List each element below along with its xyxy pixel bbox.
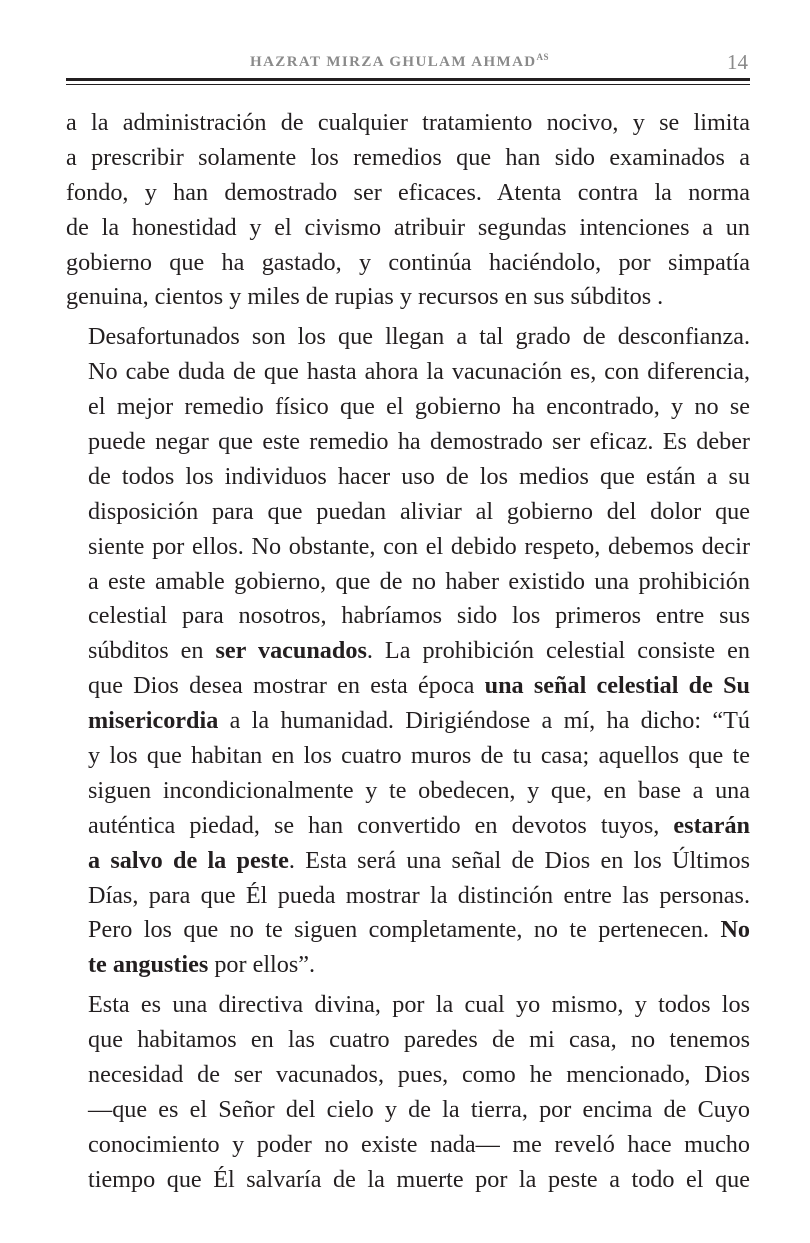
text-line: genuina, cientos y miles de rupias y recursos en sus súbditos . xyxy=(66,283,664,311)
text-line: de la honestidad y el civismo atribuir segundas intenciones a un xyxy=(66,213,750,241)
bold-phrase: ser vacunados xyxy=(215,637,367,665)
bold-phrase: misericordia xyxy=(88,707,219,735)
text-line: fondo, y han demostrado ser eficaces. Atenta contra la norma xyxy=(66,178,750,206)
text-line: el mejor remedio físico que el gobierno ha encontrado, y no se xyxy=(88,393,750,421)
text-line: a prescribir solamente los remedios que han sido examinados a xyxy=(66,143,750,171)
text-line: Desafortunados son los que llegan a tal grado de desconfianza. xyxy=(88,323,750,351)
text-line: te angusties por ellos”. xyxy=(88,951,316,979)
paragraph-3 xyxy=(66,988,750,1197)
text-line: necesidad de ser vacunados, pues, como he mencionado, Dios xyxy=(88,1061,750,1089)
running-title: HAZRAT MIRZA GHULAM $AHMAD^{AS}$ xyxy=(250,52,550,70)
text-line: a este amable gobierno, que de no haber existido una prohibición xyxy=(88,567,750,595)
text-line: puede negar que este remedio ha demostrado ser eficaz. Es deber xyxy=(88,428,750,456)
text-line: Esta es una directiva divina, por la cual yo mismo, y todos los xyxy=(88,991,750,1019)
body-text xyxy=(66,106,750,1198)
bold-phrase: estarán xyxy=(673,811,750,839)
text-line: que Dios desea mostrar en esta época una señal celestial de Su xyxy=(88,672,751,700)
text-line: Pero los que no te siguen completamente, no te pertenecen. No xyxy=(88,916,750,944)
bold-phrase: te angusties xyxy=(88,951,209,979)
running-header xyxy=(66,0,750,90)
text-line: a la administración de cualquier tratamiento nocivo, y se limita xyxy=(66,109,750,136)
paragraph-1 xyxy=(66,106,750,315)
bold-phrase: una señal celestial de Su xyxy=(484,672,751,700)
text-line: y los que habitan en los cuatro muros de tu casa; aquellos que te xyxy=(88,742,750,770)
text-line: a salvo de la peste. Esta será una señal de Dios en los Últimos xyxy=(88,846,750,874)
text-line: conocimiento y poder no existe nada— me reveló hace mucho xyxy=(88,1130,750,1158)
bold-phrase: a salvo de la peste xyxy=(88,846,289,874)
text-line: auténtica piedad, se han convertido en devotos tuyos, estarán xyxy=(88,811,750,839)
text-line: disposición para que puedan aliviar al gobierno del dolor que xyxy=(88,497,750,525)
text-line: Días, para que Él pueda mostrar la distinción entre las personas. xyxy=(88,881,750,909)
header-rule-thick xyxy=(66,78,750,81)
page-number: 14 xyxy=(727,50,748,74)
text-line: siente por ellos. No obstante, con el debido respeto, debemos decir xyxy=(88,532,750,560)
text-line: de todos los individuos hacer uso de los medios que están a su xyxy=(88,462,750,490)
text-line: celestial para nosotros, habríamos sido los primeros entre sus xyxy=(88,602,750,630)
title-superscript: AS xyxy=(536,52,550,62)
text-line: misericordia a la humanidad. Dirigiéndose a mí, ha dicho: “Tú xyxy=(88,707,750,735)
paragraph-2 xyxy=(66,320,750,983)
text-line: súbditos en ser vacunados. La prohibición celestial consiste en xyxy=(88,637,750,665)
text-line: No cabe duda de que hasta ahora la vacunación es, con diferencia, xyxy=(88,358,750,386)
text-line: que habitamos en las cuatro paredes de mi casa, no tenemos xyxy=(88,1026,750,1054)
text-line: —que es el Señor del cielo y de la tierra, por encima de Cuyo xyxy=(88,1095,750,1123)
bold-phrase: No xyxy=(720,916,750,944)
text-line: tiempo que Él salvaría de la muerte por la peste a todo el que xyxy=(88,1165,750,1193)
text-line: siguen incondicionalmente y te obedecen, y que, en base a una xyxy=(88,776,750,804)
header-rule-thin xyxy=(66,84,750,85)
text-line: gobierno que ha gastado, y continúa haciéndolo, por simpatía xyxy=(66,248,750,276)
